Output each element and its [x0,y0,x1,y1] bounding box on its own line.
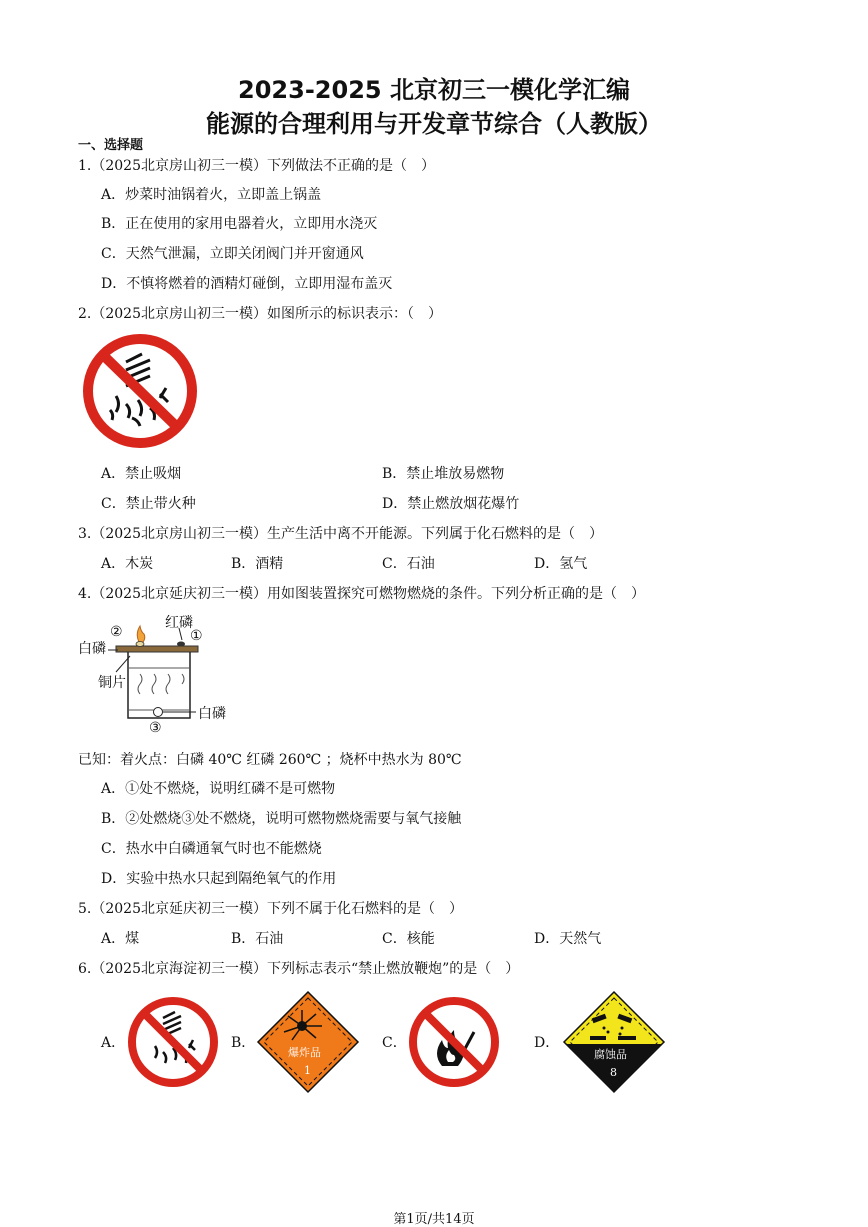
page-footer: 第1页/共14页 [393,1212,475,1227]
q2-option-d: D．禁止燃放烟花爆竹 [382,496,520,512]
q6-option-a: A． [101,1035,126,1051]
q3-option-b: B．酒精 [231,556,284,572]
question-2-stem: 2.（2025北京房山初三一模）如图所示的标识表示：（ ） [78,306,442,322]
no-flammables-sign-figure [80,334,200,448]
explosive-hazard-sign [256,990,360,1094]
explosive-label: 爆炸品 [288,1046,321,1059]
label-copper-sheet: 铜片 [98,675,126,691]
q4-option-c: C．热水中白磷通氧气时也不能燃烧 [101,841,322,857]
no-flammables-sign-option-a [127,996,219,1088]
question-6-stem: 6.（2025北京海淀初三一模）下列标志表示“禁止燃放鞭炮”的是（ ） [78,961,520,977]
no-open-flame-sign [408,996,500,1088]
q1-option-b: B．正在使用的家用电器着火，立即用水浇灭 [101,216,378,232]
q5-option-b: B．石油 [231,931,284,947]
q2-option-c: C．禁止带火种 [101,496,196,512]
section-heading: 一、选择题 [78,138,144,153]
q4-option-b: B．②处燃烧③处不燃烧，说明可燃物燃烧需要与氧气接触 [101,811,462,827]
q5-option-c: C．核能 [382,931,435,947]
q5-option-a: A．煤 [101,931,140,947]
label-circle-1: ① [190,628,203,644]
question-4-stem: 4.（2025北京延庆初三一模）用如图装置探究可燃物燃烧的条件。下列分析正确的是（ ） [78,586,645,602]
q1-option-c: C．天然气泄漏，立即关闭阀门并开窗通风 [101,246,364,262]
label-red-phosphorus: 红磷 [165,615,193,631]
label-circle-2: ② [110,624,123,640]
combustion-apparatus-figure [78,612,238,740]
explosive-diamond [256,990,360,1094]
q6-option-b: B． [231,1035,256,1051]
q3-option-a: A．木炭 [101,556,154,572]
q4-known-conditions: 已知：着火点：白磷 40℃ 红磷 260℃ ；烧杯中热水为 80℃ [78,752,462,768]
explosive-class-number: 1 [304,1064,311,1077]
q4-option-d: D．实验中热水只起到隔绝氧气的作用 [101,871,337,887]
q1-option-a: A．炒菜时油锅着火，立即盖上锅盖 [101,187,322,203]
q6-option-c: C． [382,1035,407,1051]
q5-option-d: D．天然气 [534,931,602,947]
q2-option-a: A．禁止吸烟 [101,466,182,482]
label-white-phosphorus-top: 白磷 [78,641,106,657]
question-3-stem: 3.（2025北京房山初三一模）生产生活中离不开能源。下列属于化石燃料的是（ ） [78,526,603,542]
q1-option-d: D．不慎将燃着的酒精灯碰倒，立即用湿布盖灭 [101,276,393,292]
label-white-phosphorus-water: 白磷 [198,706,226,722]
corrosive-hazard-sign [562,990,666,1094]
corrosive-label: 腐蚀品 [594,1048,627,1061]
q4-option-a: A．①处不燃烧，说明红磷不是可燃物 [101,781,336,797]
question-5-stem: 5.（2025北京延庆初三一模）下列不属于化石燃料的是（ ） [78,901,463,917]
q3-option-c: C．石油 [382,556,435,572]
q6-option-d: D． [534,1035,560,1051]
question-1-stem: 1.（2025北京房山初三一模）下列做法不正确的是（ ） [78,158,435,174]
corrosive-class-number: 8 [610,1066,617,1079]
document-title-line2: 能源的合理利用与开发章节综合（人教版） [206,110,662,138]
label-circle-3: ③ [149,720,162,736]
q3-option-d: D．氢气 [534,556,588,572]
q2-option-b: B．禁止堆放易燃物 [382,466,505,482]
document-title-line1: 2023-2025 北京初三一模化学汇编 [238,76,630,104]
